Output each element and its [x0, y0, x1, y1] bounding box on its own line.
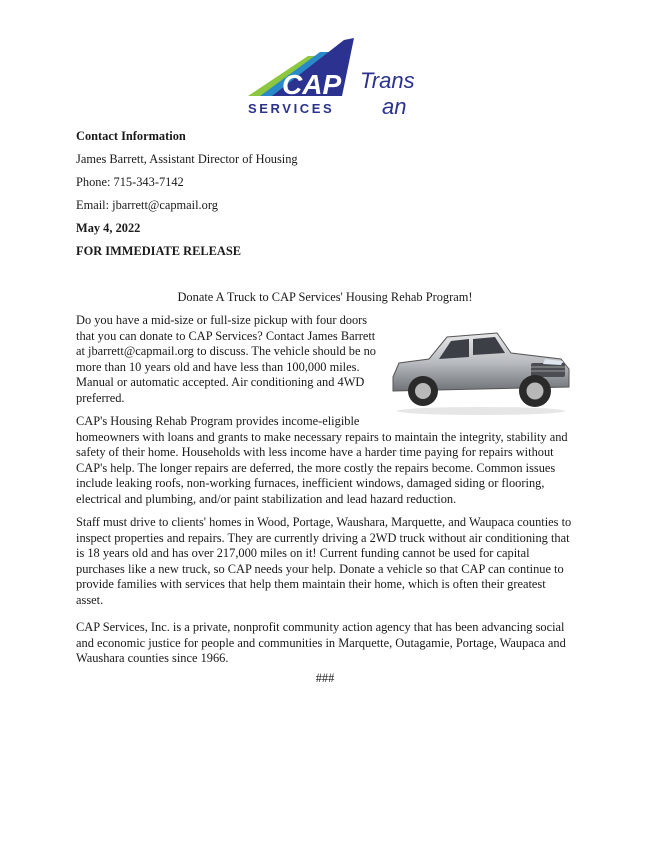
release-label: FOR IMMEDIATE RELEASE [76, 244, 241, 258]
boilerplate-paragraph: CAP Services, Inc. is a private, nonprofit community action agency that has been advancing social and economic justice for people and communities in Marquette, Outagamie, Portage, Waupaca and Waushara counties since 1966. [76, 620, 566, 665]
end-marker: ### [315, 671, 335, 685]
contact-name: James Barrett, Assistant Director of Housing [76, 152, 298, 166]
contact-email: Email: jbarrett@capmail.org [76, 198, 218, 212]
headline: Donate A Truck to CAP Services' Housing Rehab Program! [177, 290, 473, 304]
logo-services-text: SERVICES [248, 101, 335, 116]
paragraph-program: CAP's Housing Rehab Program provides income-eligible homeowners with loans and grants to make necessary repairs to maintain the integrity, stability and safety of their home. Households with less income have a harder time paying for repairs without CAP's help. The longer repairs are deferred, the more costly the repairs become. Common issues include leaking roofs, non-working furnaces, inefficient windows, damaged siding or flooring, electrical and plumbing, and/or paint stabilization and lead hazard reduction. [76, 414, 568, 506]
release-date: May 4, 2022 [76, 221, 141, 235]
contact-block [76, 128, 576, 266]
contact-heading: Contact Information [76, 129, 186, 143]
logo-tagline-1: Trans [360, 68, 415, 93]
cap-services-logo [246, 38, 416, 120]
logo-tagline-2: an [382, 94, 407, 119]
paragraph-donate: Do you have a mid-size or full-size pickup with four doors that you can donate to CAP Services? Contact James Barrett at jbarrett@capmail.org to discuss. The vehicle should be no more than 10 years old and have less than 100,000 miles. Manual or automatic accepted. Air conditioning and 4WD preferred. [76, 313, 376, 405]
paragraph-staff: Staff must drive to clients' homes in Wood, Portage, Waushara, Marquette, and Waupaca counties to inspect properties and repairs. They are currently driving a 2WD truck without air conditioning that is 18 years old and has over 217,000 miles on it! Current funding cannot be used for capital purchases like a new truck, so CAP needs your help. Donate a vehicle so that CAP can continue to provide families with services that help them maintain their home, which is often their greatest asset. [76, 515, 572, 607]
body-text [76, 313, 574, 616]
contact-phone: Phone: 715-343-7142 [76, 175, 184, 189]
pickup-truck-image [389, 319, 574, 419]
logo-cap-text: CAP [282, 69, 342, 100]
